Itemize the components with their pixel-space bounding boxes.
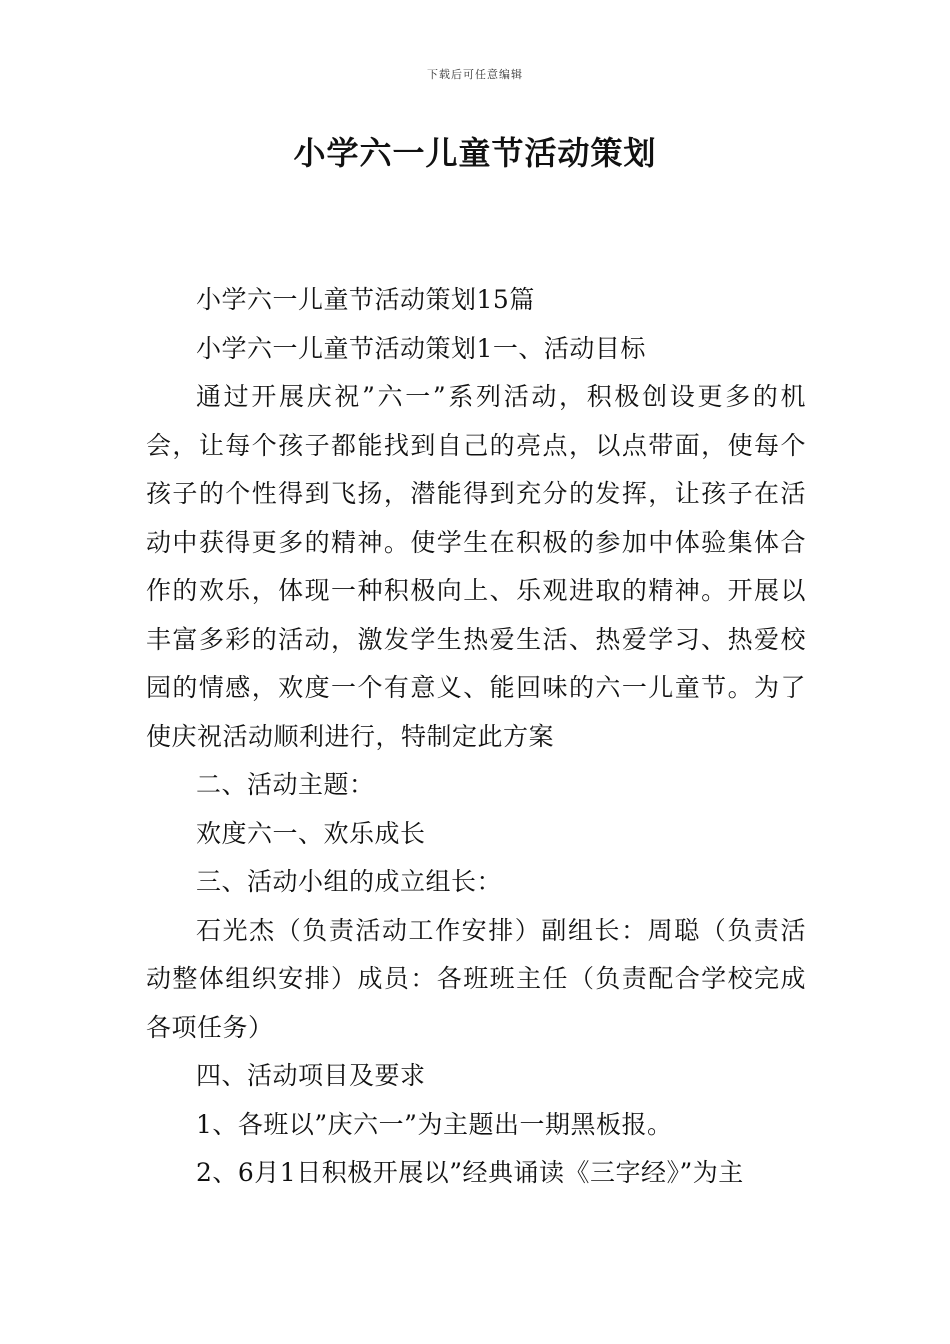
document-body — [146, 276, 806, 1198]
paragraph-section-3-heading: 三、活动小组的成立组长： — [196, 867, 503, 896]
paragraph-section-2-heading: 二、活动主题： — [196, 770, 375, 799]
paragraph-item-1: 1、各班以”庆六一”为主题出一期黑板报。 — [196, 1109, 673, 1139]
paragraph-section-4-heading: 四、活动项目及要求 — [196, 1061, 426, 1090]
page-header-note: 下载后可任意编辑 — [427, 68, 523, 81]
paragraph-section-1-heading: 小学六一儿童节活动策划1一、活动目标 — [196, 333, 646, 363]
paragraph-subtitle: 小学六一儿童节活动策划15篇 — [196, 285, 535, 314]
paragraph-activity-goal: 通过开展庆祝”六一”系列活动，积极创设更多的机会，让每个孩子都能找到自己的亮点，以点带面，使每个孩子的个性得到飞扬，潜能得到充分的发挥，让孩子在活动中获得更多的精神。使学生在积极的参加中体验集体合作的欢乐，体现一种积极向上、乐观进取的精神。开展以丰富多彩的活动，激发学生热爱生活、热爱学习、热爱校园的情感，欢度一个有意义、能回味的六一儿童节。为了使庆祝活动顺利进行，特制定此方案 — [146, 382, 806, 751]
paragraph-item-2: 2、6月1日积极开展以”经典诵读《三字经》”为主 — [196, 1158, 744, 1187]
paragraph-team-members: 石光杰（负责活动工作安排）副组长：周聪（负责活动整体组织安排）成员：各班班主任（负责配合学校完成各项任务） — [146, 915, 806, 1042]
paragraph-activity-theme: 欢度六一、欢乐成长 — [196, 818, 426, 848]
document-title: 小学六一儿童节活动策划 — [293, 134, 657, 172]
